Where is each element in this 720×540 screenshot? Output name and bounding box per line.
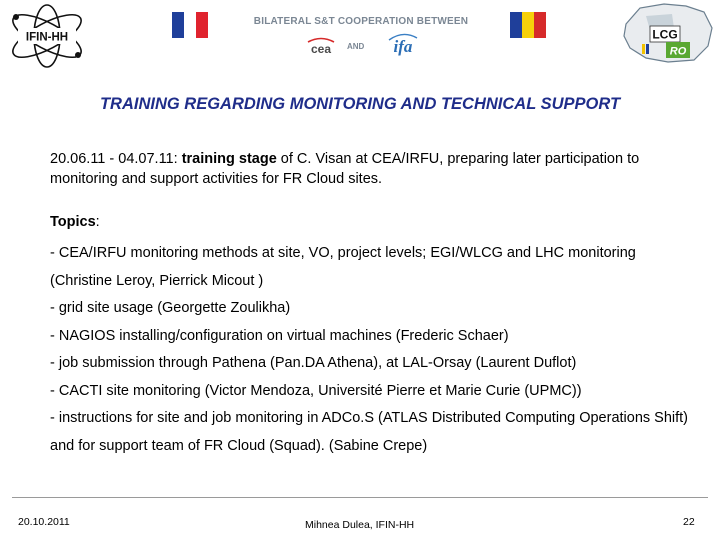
- flag-stripe: [510, 12, 522, 38]
- slide-title: TRAINING REGARDING MONITORING AND TECHNICAL SUPPORT: [99, 95, 621, 113]
- topics-colon: :: [95, 214, 100, 230]
- topics-label: Topics: [50, 214, 96, 230]
- footer-divider: [12, 497, 708, 498]
- topic-item: - CEA/IRFU monitoring methods at site, VO, project levels; EGI/WLCG and LHC monitoring (Christine Leroy, Pierrick Micout ): [50, 245, 636, 289]
- flag-stripe: [196, 12, 208, 38]
- flag-stripe: [534, 12, 546, 38]
- topic-item: - job submission through Pathena (Pan.DA Athena), at LAL-Orsay (Laurent Duflot): [50, 355, 577, 371]
- ifin-hh-logo: [4, 2, 90, 70]
- cea-logo-text: cea: [310, 42, 332, 56]
- ifin-logo-text: IFIN-HH: [25, 31, 69, 44]
- topics-heading: [50, 214, 100, 230]
- france-flag-icon: [172, 12, 208, 38]
- intro-rest: of C. Visan at CEA/IRFU, preparing later participation to monitoring and support activities for FR Cloud sites.: [50, 151, 640, 187]
- slide-header: [0, 0, 720, 90]
- footer-date: 20.10.2011: [18, 516, 70, 528]
- topic-item: - instructions for site and job monitoring in ADCo.S (ATLAS Distributed Computing Operations Shift) and for support team of FR Cloud (Squad). (Sabine Crepe): [50, 410, 689, 454]
- flag-stripe: [522, 12, 534, 38]
- topics-list: [50, 240, 690, 460]
- flag-stripe: [184, 12, 196, 38]
- topic-item: - CACTI site monitoring (Victor Mendoza, Université Pierre et Marie Curie (UPMC)): [50, 382, 582, 399]
- ro-logo-text: RO: [669, 45, 687, 58]
- cea-logo: [305, 36, 337, 56]
- ifa-logo: [385, 30, 421, 56]
- intro-paragraph: [50, 149, 680, 189]
- intro-bold-phrase: training stage: [181, 151, 277, 167]
- romania-flag-icon: [510, 12, 546, 38]
- footer-author: Mihnea Dulea, IFIN-HH: [305, 519, 415, 531]
- banner-title: BILATERAL S&T COOPERATION BETWEEN: [253, 16, 469, 27]
- lcg-ro-logo: [616, 2, 716, 64]
- lcg-logo-text: LCG: [652, 27, 678, 42]
- and-text: AND: [347, 42, 365, 51]
- topic-item: - NAGIOS installing/configuration on virtual machines (Frederic Schaer): [50, 327, 509, 344]
- topic-item: - grid site usage (Georgette Zoulikha): [50, 300, 291, 316]
- page-number: 22: [683, 516, 695, 528]
- ifa-logo-text: ifa: [393, 37, 413, 56]
- intro-date-range: 20.06.11 - 04.07.11:: [50, 151, 182, 167]
- flag-stripe: [172, 12, 184, 38]
